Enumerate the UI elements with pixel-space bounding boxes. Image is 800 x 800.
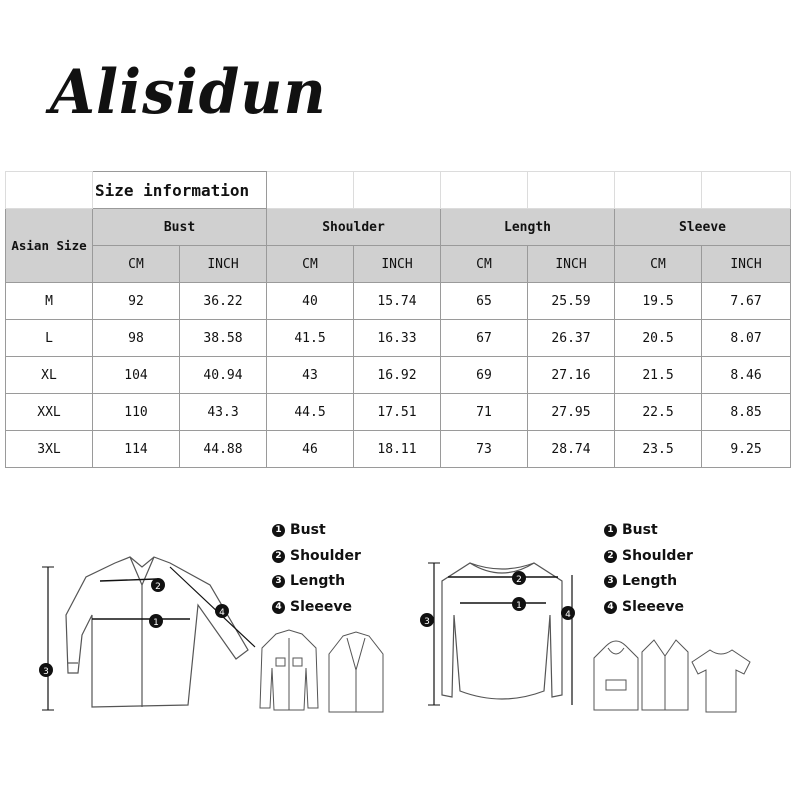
table-title-row bbox=[6, 172, 791, 209]
size-cell: M bbox=[6, 283, 93, 320]
value-cell: 38.58 bbox=[180, 320, 267, 357]
svg-text:2: 2 bbox=[516, 575, 522, 585]
number-2-icon: 2 bbox=[604, 550, 617, 563]
value-cell: 65 bbox=[441, 283, 528, 320]
sweater-measurement-illustration bbox=[412, 555, 592, 715]
marker-3-icon bbox=[420, 613, 434, 627]
size-cell: XXL bbox=[6, 394, 93, 431]
value-cell: 16.33 bbox=[354, 320, 441, 357]
table-row bbox=[6, 431, 791, 468]
value-cell: 23.5 bbox=[615, 431, 702, 468]
size-cell: L bbox=[6, 320, 93, 357]
value-cell: 43 bbox=[267, 357, 354, 394]
legend-item-bust bbox=[604, 518, 693, 544]
value-cell: 46 bbox=[267, 431, 354, 468]
legend-label: Shoulder bbox=[622, 547, 693, 564]
legend-label: Bust bbox=[290, 522, 326, 538]
sleeve-line bbox=[170, 567, 255, 647]
marker-2-icon bbox=[512, 571, 526, 585]
size-table bbox=[5, 171, 791, 468]
number-1-icon: 1 bbox=[272, 524, 285, 537]
svg-text:1: 1 bbox=[153, 618, 159, 628]
value-cell: 9.25 bbox=[702, 431, 791, 468]
blazer-icon bbox=[325, 630, 387, 716]
value-cell: 15.74 bbox=[354, 283, 441, 320]
value-cell: 44.5 bbox=[267, 394, 354, 431]
svg-text:3: 3 bbox=[424, 617, 430, 627]
legend-item-sleeve bbox=[604, 595, 693, 621]
legend-label: Length bbox=[290, 573, 346, 589]
value-cell: 98 bbox=[93, 320, 180, 357]
table-row bbox=[6, 320, 791, 357]
marker-1-icon bbox=[149, 614, 163, 628]
legend-item-shoulder bbox=[272, 544, 361, 570]
svg-text:2: 2 bbox=[155, 582, 161, 592]
svg-text:4: 4 bbox=[565, 610, 571, 620]
number-4-icon: 4 bbox=[604, 601, 617, 614]
unit-header: INCH bbox=[702, 246, 791, 283]
value-cell: 114 bbox=[93, 431, 180, 468]
value-cell: 8.85 bbox=[702, 394, 791, 431]
marker-2-icon bbox=[151, 578, 165, 592]
sweater-icon bbox=[442, 563, 562, 699]
value-cell: 92 bbox=[93, 283, 180, 320]
value-cell: 44.88 bbox=[180, 431, 267, 468]
value-cell: 110 bbox=[93, 394, 180, 431]
number-2-icon: 2 bbox=[272, 550, 285, 563]
denim-jacket-icon bbox=[258, 628, 320, 714]
legend-shirt bbox=[272, 518, 361, 620]
table-title: Size information bbox=[93, 172, 267, 209]
value-cell: 40 bbox=[267, 283, 354, 320]
marker-1-icon bbox=[512, 597, 526, 611]
table-row bbox=[6, 394, 791, 431]
value-cell: 17.51 bbox=[354, 394, 441, 431]
value-cell: 26.37 bbox=[528, 320, 615, 357]
value-cell: 21.5 bbox=[615, 357, 702, 394]
unit-header: CM bbox=[615, 246, 702, 283]
value-cell: 104 bbox=[93, 357, 180, 394]
hoodie-icon bbox=[592, 636, 640, 716]
value-cell: 69 bbox=[441, 357, 528, 394]
legend-item-bust bbox=[272, 518, 361, 544]
size-cell: 3XL bbox=[6, 431, 93, 468]
unit-header: CM bbox=[93, 246, 180, 283]
group-header-shoulder: Shoulder bbox=[267, 209, 441, 246]
unit-header: INCH bbox=[180, 246, 267, 283]
value-cell: 16.92 bbox=[354, 357, 441, 394]
tshirt-icon bbox=[690, 646, 752, 716]
group-header-row bbox=[6, 209, 791, 246]
number-1-icon: 1 bbox=[604, 524, 617, 537]
value-cell: 18.11 bbox=[354, 431, 441, 468]
group-header-sleeve: Sleeve bbox=[615, 209, 791, 246]
marker-4-icon bbox=[561, 606, 575, 620]
unit-header: CM bbox=[441, 246, 528, 283]
value-cell: 36.22 bbox=[180, 283, 267, 320]
legend-item-length bbox=[604, 569, 693, 595]
value-cell: 20.5 bbox=[615, 320, 702, 357]
shirt-measurement-illustration bbox=[30, 555, 270, 715]
value-cell: 67 bbox=[441, 320, 528, 357]
unit-header-row bbox=[6, 246, 791, 283]
value-cell: 40.94 bbox=[180, 357, 267, 394]
table-row bbox=[6, 283, 791, 320]
marker-3-icon bbox=[39, 663, 53, 677]
value-cell: 27.16 bbox=[528, 357, 615, 394]
marker-4-icon bbox=[215, 604, 229, 618]
value-cell: 8.07 bbox=[702, 320, 791, 357]
number-4-icon: 4 bbox=[272, 601, 285, 614]
value-cell: 43.3 bbox=[180, 394, 267, 431]
number-3-icon: 3 bbox=[272, 575, 285, 588]
value-cell: 25.59 bbox=[528, 283, 615, 320]
svg-text:1: 1 bbox=[516, 601, 522, 611]
legend-label: Length bbox=[622, 573, 678, 589]
brand-logo: Alisidun bbox=[50, 56, 327, 128]
unit-header: INCH bbox=[354, 246, 441, 283]
svg-text:4: 4 bbox=[219, 608, 225, 618]
unit-header: INCH bbox=[528, 246, 615, 283]
value-cell: 19.5 bbox=[615, 283, 702, 320]
value-cell: 73 bbox=[441, 431, 528, 468]
legend-label: Sleeeve bbox=[290, 598, 352, 615]
value-cell: 7.67 bbox=[702, 283, 791, 320]
svg-text:3: 3 bbox=[43, 667, 49, 677]
value-cell: 28.74 bbox=[528, 431, 615, 468]
legend-item-sleeve bbox=[272, 595, 361, 621]
group-header-length: Length bbox=[441, 209, 615, 246]
shoulder-line bbox=[100, 579, 156, 581]
group-header-bust: Bust bbox=[93, 209, 267, 246]
cardigan-icon bbox=[640, 636, 690, 716]
table-row bbox=[6, 357, 791, 394]
legend-label: Shoulder bbox=[290, 547, 361, 564]
legend-item-shoulder bbox=[604, 544, 693, 570]
value-cell: 71 bbox=[441, 394, 528, 431]
size-column-header: Asian Size bbox=[6, 209, 93, 283]
value-cell: 22.5 bbox=[615, 394, 702, 431]
number-3-icon: 3 bbox=[604, 575, 617, 588]
legend-sweater bbox=[604, 518, 693, 620]
unit-header: CM bbox=[267, 246, 354, 283]
size-cell: XL bbox=[6, 357, 93, 394]
legend-label: Sleeeve bbox=[622, 598, 684, 615]
value-cell: 41.5 bbox=[267, 320, 354, 357]
value-cell: 8.46 bbox=[702, 357, 791, 394]
legend-item-length bbox=[272, 569, 361, 595]
legend-label: Bust bbox=[622, 522, 658, 538]
value-cell: 27.95 bbox=[528, 394, 615, 431]
